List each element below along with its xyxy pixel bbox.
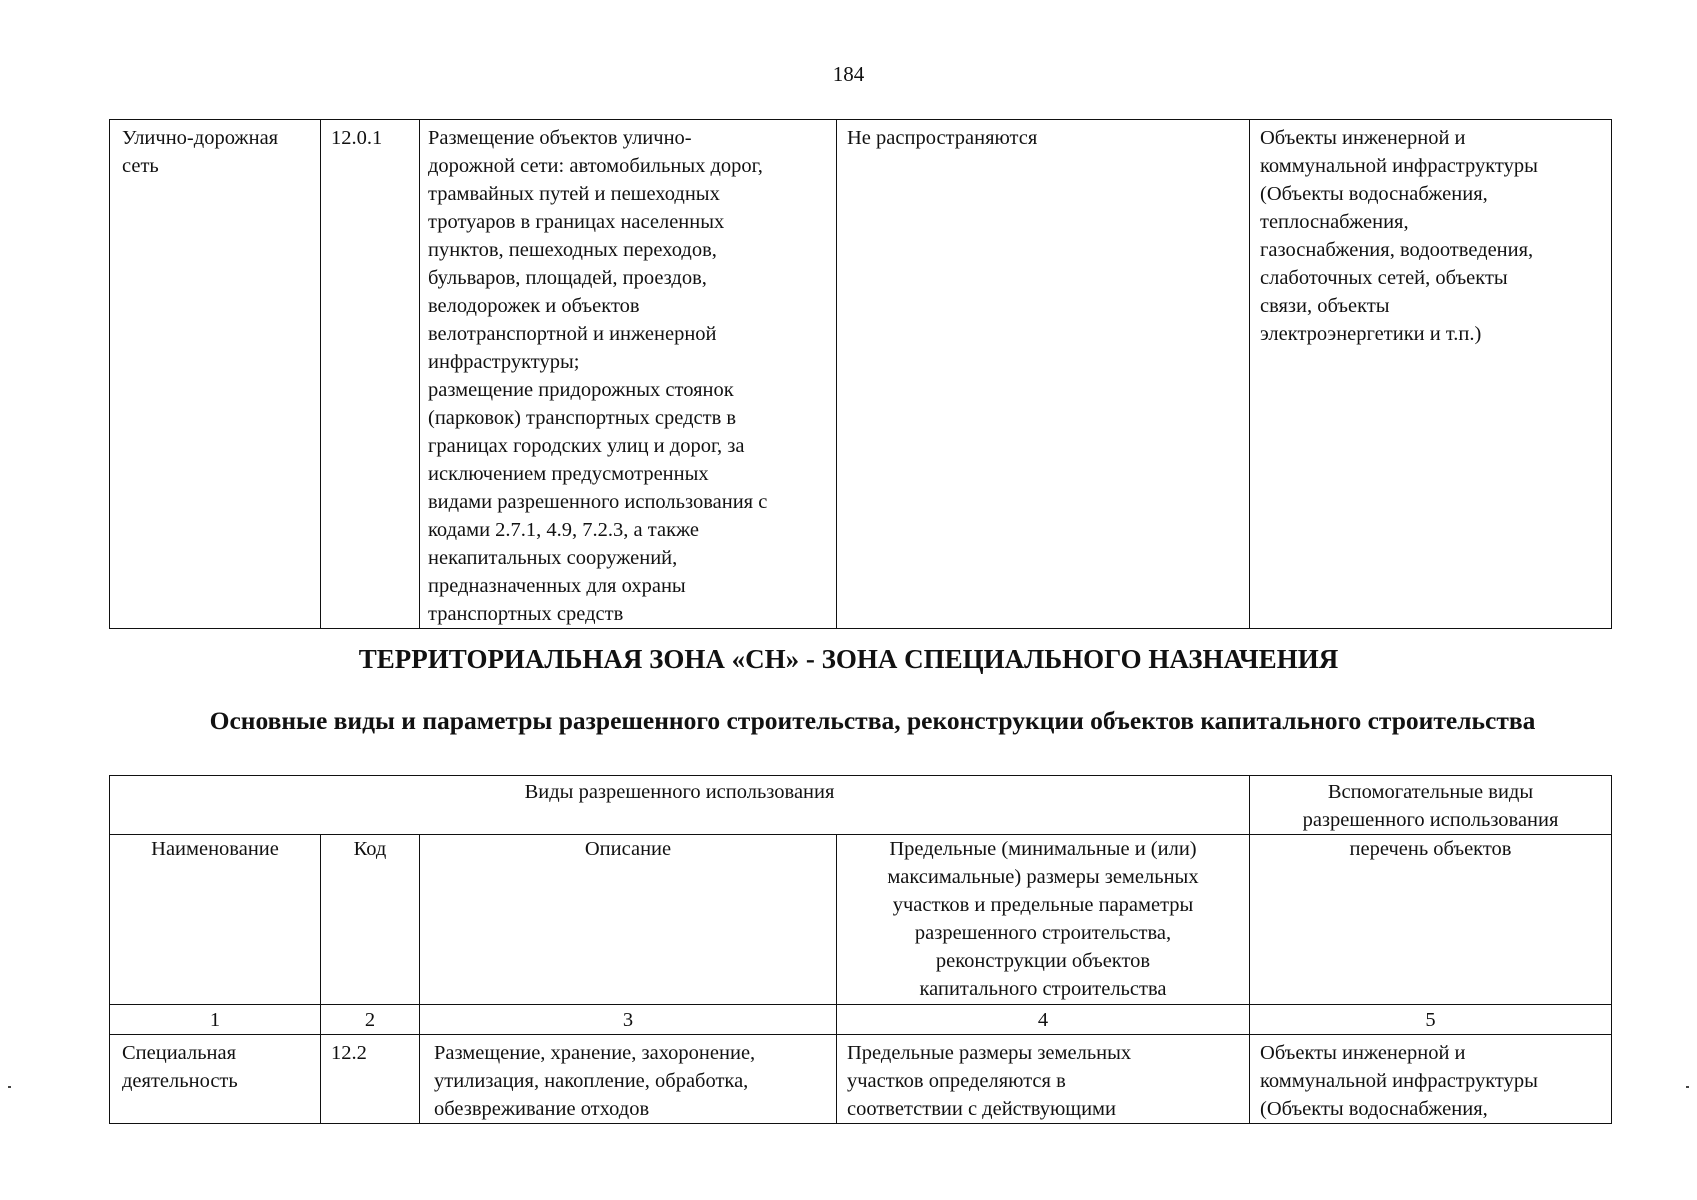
col-header-description: Описание — [420, 835, 837, 1005]
top-table — [109, 119, 1612, 629]
col-header-name: Наименование — [110, 835, 321, 1005]
table-row — [110, 1035, 1612, 1124]
main-table — [109, 775, 1612, 1124]
col-header-aux-list: перечень объектов — [1250, 835, 1612, 1005]
cell-params: Предельные размеры земельных участков определяются в соответствии с действующими — [837, 1035, 1250, 1124]
page-number: 184 — [832, 62, 865, 86]
col-number: 2 — [321, 1005, 420, 1035]
col-number: 1 — [110, 1005, 321, 1035]
col-number: 5 — [1250, 1005, 1612, 1035]
col-number: 3 — [420, 1005, 837, 1035]
col-header-code: Код — [321, 835, 420, 1005]
cell-code: 12.2 — [321, 1035, 420, 1124]
group-header: Виды разрешенного использования — [110, 776, 1250, 835]
cell-auxiliary: Объекты инженерной и коммунальной инфраструктуры (Объекты водоснабжения, теплоснабжения, газоснабжения, водоотведения, слаботочных сетей, объекты связи, объекты электроэнергетики и т.п.) — [1250, 120, 1612, 629]
cell-name: Специальная деятельность — [110, 1035, 321, 1124]
column-header-row — [110, 835, 1612, 1005]
scan-artifact — [8, 1086, 11, 1088]
col-number: 4 — [837, 1005, 1250, 1035]
col-header-params: Предельные (минимальные и (или) максимальные) размеры земельных участков и предельные параметры разрешенного строительства, реконструкции объектов капитального строительства — [837, 835, 1250, 1005]
cell-name: Улично-дорожная сеть — [110, 120, 321, 629]
column-number-row — [110, 1005, 1612, 1035]
aux-header: Вспомогательные виды разрешенного использования — [1250, 776, 1612, 835]
scan-artifact — [1686, 1086, 1689, 1088]
section-title: Основные виды и параметры разрешенного строительства, реконструкции объектов капитального строительства — [209, 706, 1536, 735]
cell-code: 12.0.1 — [321, 120, 420, 629]
table-row — [110, 120, 1612, 629]
cell-description: Размещение объектов улично- дорожной сети: автомобильных дорог, трамвайных путей и пешеходных тротуаров в границах населенных пунктов, пешеходных переходов, бульваров, площадей, проездов, велодорожек и объектов велотранспортной и инженерной инфраструктуры; размещение придорожных стоянок (парковок) транспортных средств в границах городских улиц и дорог, за исключением предусмотренных видами разрешенного использования с кодами 2.7.1, 4.9, 7.2.3, а также некапитальных сооружений, предназначенных для охраны транспортных средств — [420, 120, 837, 629]
cell-description: Размещение, хранение, захоронение, утилизация, накопление, обработка, обезвреживание отходов — [420, 1035, 837, 1124]
cell-auxiliary: Объекты инженерной и коммунальной инфраструктуры (Объекты водоснабжения, — [1250, 1035, 1612, 1124]
table-header-row — [110, 776, 1612, 835]
zone-title: ТЕРРИТОРИАЛЬНАЯ ЗОНА «СН» - ЗОНА СПЕЦИАЛЬНОГО НАЗНАЧЕНИЯ — [358, 644, 1339, 674]
cell-params: Не распространяются — [837, 120, 1250, 629]
